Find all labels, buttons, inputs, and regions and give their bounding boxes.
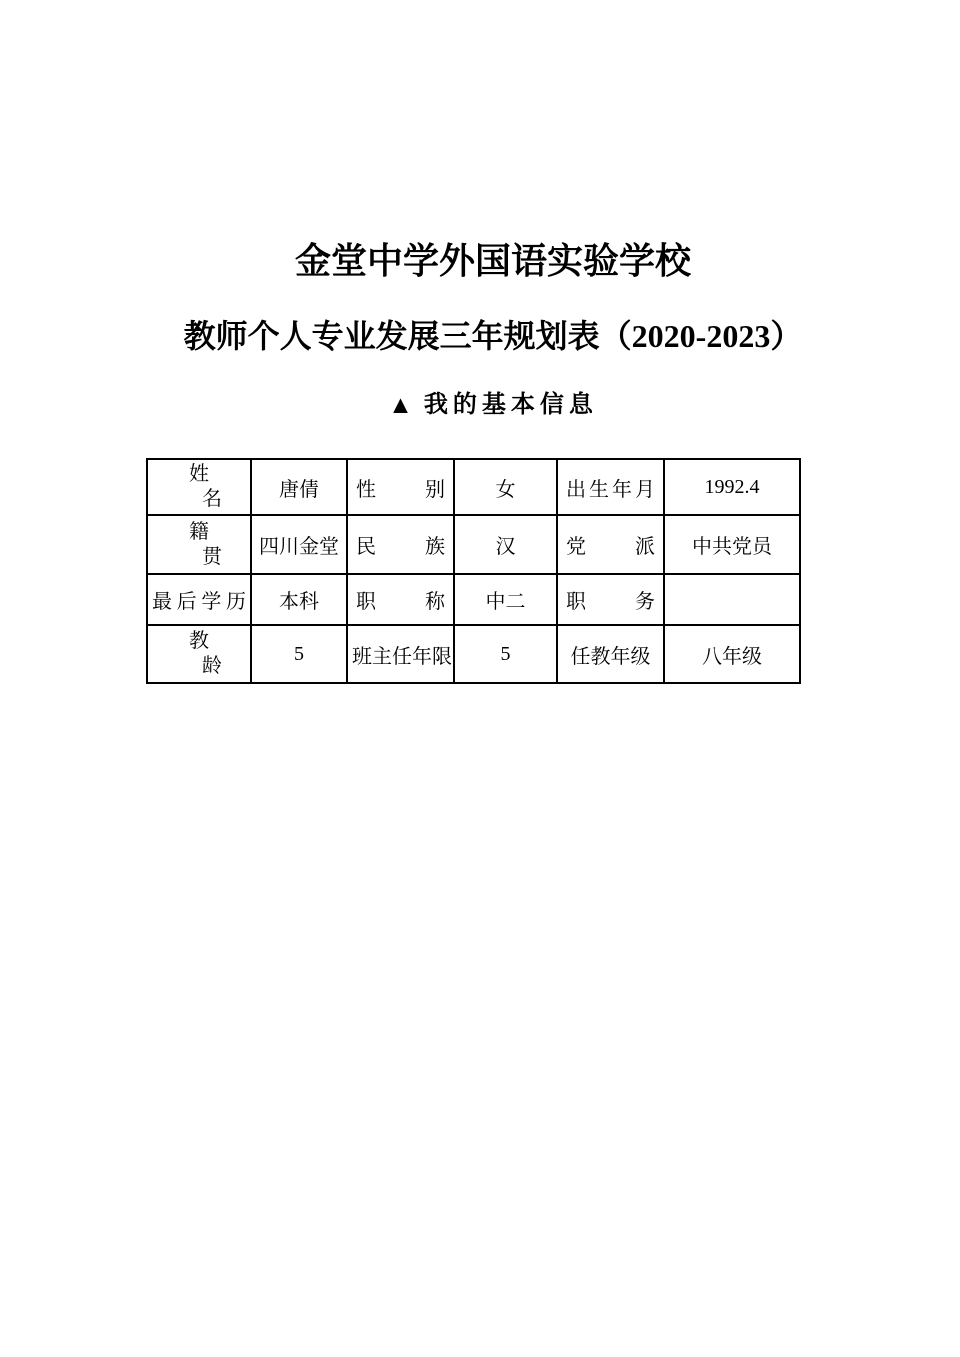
name-label-line1: 姓 <box>189 463 209 486</box>
native-place-value-cell: 四川金堂 <box>251 515 347 574</box>
party-label: 党 派 <box>566 536 655 559</box>
grade-taught-label-cell: 任教年级 <box>557 625 664 683</box>
position-value-cell <box>664 574 800 625</box>
party-value-cell: 中共党员 <box>664 515 800 574</box>
teaching-years-label-cell <box>147 625 251 683</box>
section-heading-text: 我的基本信息 <box>423 392 598 419</box>
gender-label-cell <box>347 459 454 515</box>
table-row-native-place <box>147 515 800 574</box>
name-label-cell <box>147 459 251 515</box>
document-header <box>0 0 960 421</box>
homeroom-years-label: 班 主 任 年 限 <box>352 645 452 668</box>
education-label-cell <box>147 574 251 625</box>
birth-date-label-cell <box>557 459 664 515</box>
document-subtitle: 教师个人专业发展三年规划表（2020-2023） <box>183 318 803 355</box>
education-value-cell: 本科 <box>251 574 347 625</box>
table-row-name <box>147 459 800 515</box>
ethnicity-label-cell <box>347 515 454 574</box>
basic-info-table <box>146 458 801 684</box>
party-label-cell <box>557 515 664 574</box>
table-row-teaching-years <box>147 625 800 683</box>
homeroom-years-value-cell: 5 <box>454 625 557 683</box>
birth-date-label: 出 生 年 月 <box>566 478 655 501</box>
name-value-cell: 唐倩 <box>251 459 347 515</box>
professional-title-value-cell: 中二 <box>454 574 557 625</box>
name-label-line2: 名 <box>202 488 222 511</box>
professional-title-label: 职 称 <box>356 591 445 614</box>
document-title: 金堂中学外国语实验学校 <box>294 241 691 281</box>
ethnicity-value-cell: 汉 <box>454 515 557 574</box>
position-label: 职 务 <box>566 591 655 614</box>
birth-date-value-cell: 1992.4 <box>664 459 800 515</box>
gender-value-cell: 女 <box>454 459 557 515</box>
gender-label: 性 别 <box>356 478 445 501</box>
teaching-years-value-cell: 5 <box>251 625 347 683</box>
professional-title-label-cell <box>347 574 454 625</box>
table-row-education <box>147 574 800 625</box>
section-heading <box>26 390 960 421</box>
native-place-label-line2: 贯 <box>202 545 222 568</box>
triangle-bullet-icon: ▲ <box>388 392 413 420</box>
teaching-years-label-line1: 教 <box>189 630 209 653</box>
native-place-label-cell <box>147 515 251 574</box>
teaching-years-label-line2: 龄 <box>202 655 222 678</box>
ethnicity-label: 民 族 <box>356 536 445 559</box>
education-label: 最 后 学 历 <box>152 591 246 614</box>
homeroom-years-label-cell <box>347 625 454 683</box>
grade-taught-value-cell: 八年级 <box>664 625 800 683</box>
position-label-cell <box>557 574 664 625</box>
native-place-label-line1: 籍 <box>189 520 209 543</box>
